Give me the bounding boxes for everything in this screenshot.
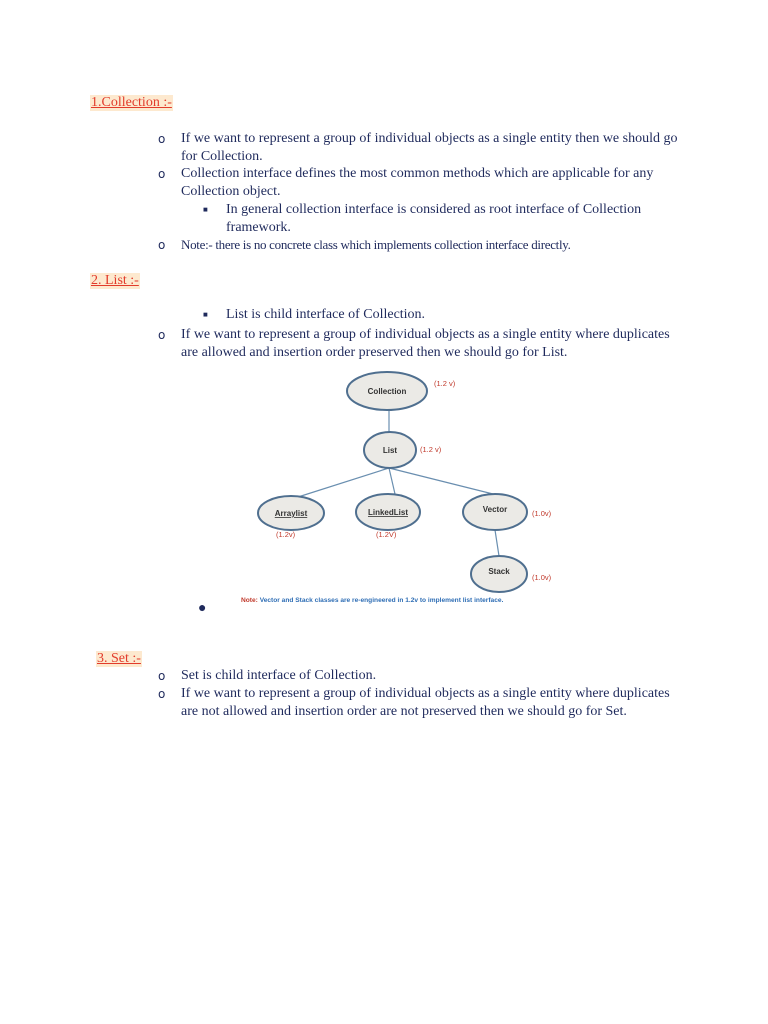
connector-line [389, 468, 493, 494]
list-item: List is child interface of Collection. [226, 307, 426, 322]
square-bullet-icon: ■ [203, 205, 208, 214]
node-label: Arraylist [274, 509, 308, 518]
collection-hierarchy-diagram [236, 370, 576, 610]
diagram-note [241, 597, 504, 604]
version-label: (1.0v) [532, 509, 552, 518]
list-item: If we want to represent a group of individual objects as a single entity then we should go for Collection. [181, 131, 678, 164]
connector-line [495, 530, 499, 556]
section-heading-list: 2. List :- [91, 273, 139, 288]
list-item: Note:- there is no concrete class which implements collection interface directly. [181, 237, 571, 252]
node-label: Collection [367, 387, 407, 396]
note-prefix: Note: [241, 597, 258, 604]
circle-bullet-icon: o [158, 328, 166, 342]
circle-bullet-icon: o [158, 167, 166, 181]
version-label: (1.2 v) [420, 445, 442, 454]
connector-line [389, 468, 395, 494]
circle-bullet-icon: o [158, 132, 166, 146]
version-label: (1.2 v) [434, 379, 456, 388]
section-heading-set: 3. Set :- [97, 651, 141, 666]
node-label: List [382, 446, 398, 455]
version-label: (1.0v) [532, 573, 552, 582]
node-label: Stack [488, 567, 510, 576]
version-label: (1.2v) [276, 530, 296, 539]
circle-bullet-icon: o [158, 669, 166, 683]
circle-bullet-icon: o [158, 238, 166, 252]
note-text: Vector and Stack classes are re-engineered in 1.2v to implement list interface. [257, 597, 504, 604]
connector-line [298, 468, 389, 497]
node-label: Vector [482, 505, 508, 514]
section-heading-collection: 1.Collection :- [91, 95, 172, 110]
square-bullet-icon: ■ [203, 310, 208, 319]
node-label: LinkedList [367, 508, 409, 517]
list-item: Set is child interface of Collection. [181, 668, 377, 683]
dot-bullet-icon: ● [198, 601, 207, 616]
version-label: (1.2V) [376, 530, 397, 539]
list-item: Collection interface defines the most common methods which are applicable for any Collection object. [181, 166, 654, 199]
list-item: If we want to represent a group of individual objects as a single entity where duplicates are allowed and insertion order preserved then we should go for List. [181, 327, 670, 360]
circle-bullet-icon: o [158, 687, 166, 701]
list-item: In general collection interface is considered as root interface of Collection framework. [226, 202, 642, 235]
list-item: If we want to represent a group of individual objects as a single entity where duplicates are not allowed and insertion order are not preserved then we should go for Set. [181, 686, 670, 719]
